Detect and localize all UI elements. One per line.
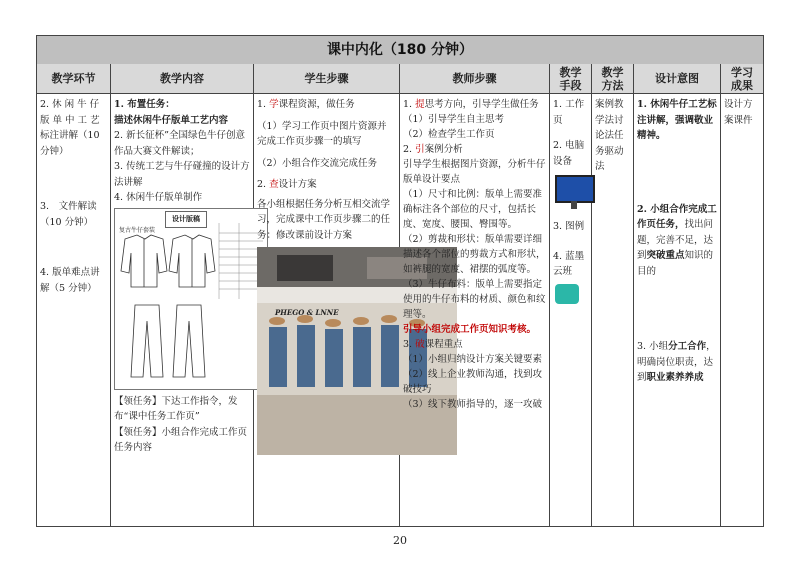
header-content: 教学内容 — [111, 64, 254, 94]
column-means — [550, 94, 592, 526]
lesson-plan-table — [36, 35, 764, 527]
column-intent — [634, 94, 721, 526]
student-step-1-1: （1）学习工作页中图片资源并完成工作页步骤一的填写 — [257, 120, 387, 147]
intent-item-2: 2. 小组合作完成工作页任务，找出问题，完善不足，达到突破重点知识的目的 — [637, 203, 717, 277]
design-sheet-name: 复古牛仔套装 — [119, 226, 156, 234]
header-means: 教学 手段 — [550, 64, 592, 94]
means-item-3: 3. 图例 — [553, 221, 585, 232]
teacher-step-1: 1. 提思考方向，引导学生做任务 — [403, 99, 539, 110]
header-env: 教学环节 — [37, 64, 111, 94]
column-student — [254, 94, 400, 526]
means-item-4: 4. 蓝墨云班 — [553, 250, 585, 277]
teacher-assessment: 引导小组完成工作页知识考核。 — [403, 324, 537, 335]
table-banner: 课中内化（180 分钟） — [37, 36, 763, 65]
student-step-1: 1. 学课程资源，做任务 — [257, 99, 355, 110]
teacher-step-2-desc: 引导学生根据图片资源，分析牛仔版单设计要点 — [403, 159, 546, 185]
content-line-4: 3. 传统工艺与牛仔碰撞的设计方法讲解 — [114, 161, 250, 188]
teacher-step-3-2: （2）线上企业教师沟通，找到攻破技巧 — [403, 369, 543, 395]
content-line-5: 4. 休闲牛仔版单制作 — [114, 192, 203, 203]
content-line-6: 【领任务】下达工作指令，发布“课中任务工作页” — [114, 395, 238, 422]
student-step-2-desc: 各小组根据任务分析互相交流学习，完成课中工作页步骤二的任务：修改课前设计方案 — [257, 198, 391, 241]
design-sheet-image — [114, 208, 268, 390]
env-item-3: 4. 版单难点讲解（5 分钟） — [40, 267, 100, 294]
intent-item-1: 1. 休闲牛仔工艺标注讲解，强调敬业精神。 — [637, 99, 717, 141]
design-sheet-title: 设计版稿 — [165, 211, 207, 229]
teacher-step-2-1: （1）尺寸和比例：版单上需要准确标注各个部位的尺寸，包括长度、宽度、腰围、臀围等。 — [403, 189, 543, 230]
teacher-step-3-1: （1）小组归纳设计方案关键要素 — [403, 354, 543, 365]
teacher-step-1-1: （1）引导学生自主思考 — [403, 114, 505, 125]
column-teacher — [400, 94, 550, 526]
teacher-step-2-2: （2）剪裁和形状：版单需要详细描述各个部位的剪裁方式和形状，如裤腿的宽度、裙摆的弧度等。 — [403, 234, 546, 275]
teacher-step-3: 3. 破课程重点 — [403, 339, 463, 350]
column-content — [111, 94, 254, 526]
computer-monitor-icon — [555, 175, 595, 203]
env-item-2: 3. 文件解读（10 分钟） — [40, 201, 97, 228]
column-env — [37, 94, 111, 526]
content-line-2: 描述休闲牛仔版单工艺内容 — [114, 114, 229, 126]
student-step-1-2: （2）小组合作交流完成任务 — [257, 157, 378, 169]
intent-item-3: 3. 小组分工合作，明确岗位职责，达到职业素养养成 — [637, 341, 716, 383]
means-item-1: 1. 工作页 — [553, 99, 585, 126]
header-result: 学习 成果 — [721, 64, 763, 94]
column-result — [721, 94, 763, 526]
header-method: 教学 方法 — [592, 64, 634, 94]
header-intent: 设计意图 — [634, 64, 721, 94]
garment-sketch-icon — [115, 209, 265, 387]
content-line-1: 1. 布置任务： — [114, 99, 175, 110]
means-item-2: 2. 电脑设备 — [553, 140, 585, 167]
column-method — [592, 94, 634, 526]
page-number: 20 — [393, 534, 407, 547]
header-teacher: 教师步骤 — [400, 64, 550, 94]
env-item-1: 2. 休 闲 牛 仔 版 单 中 工 艺 标注讲解（10 分钟） — [40, 99, 100, 157]
content-line-3: 2. 新长征杯”全国绿色牛仔创意作品大赛文件解读； — [114, 130, 245, 157]
content-line-7: 【领任务】小组合作完成工作页任务内容 — [114, 426, 248, 453]
result-text: 设计方案课件 — [724, 99, 753, 126]
teacher-step-1-2: （2）检查学生工作页 — [403, 129, 495, 140]
method-text: 案例教学法讨论法任务驱动法 — [595, 99, 624, 172]
teacher-step-2: 2. 引案例分析 — [403, 144, 463, 155]
header-student: 学生步骤 — [254, 64, 400, 94]
photo-caption: PHEGO & LNNE — [275, 308, 339, 317]
teacher-step-3-3: （3）线下教师指导的，逐一攻破 — [403, 399, 543, 410]
teacher-step-2-3: （3）牛仔布料：版单上需要指定使用的牛仔布料的材质、颜色和纹理等。 — [403, 279, 546, 320]
student-step-2: 2. 查设计方案 — [257, 179, 317, 190]
lanmo-cloud-class-icon — [555, 284, 579, 304]
